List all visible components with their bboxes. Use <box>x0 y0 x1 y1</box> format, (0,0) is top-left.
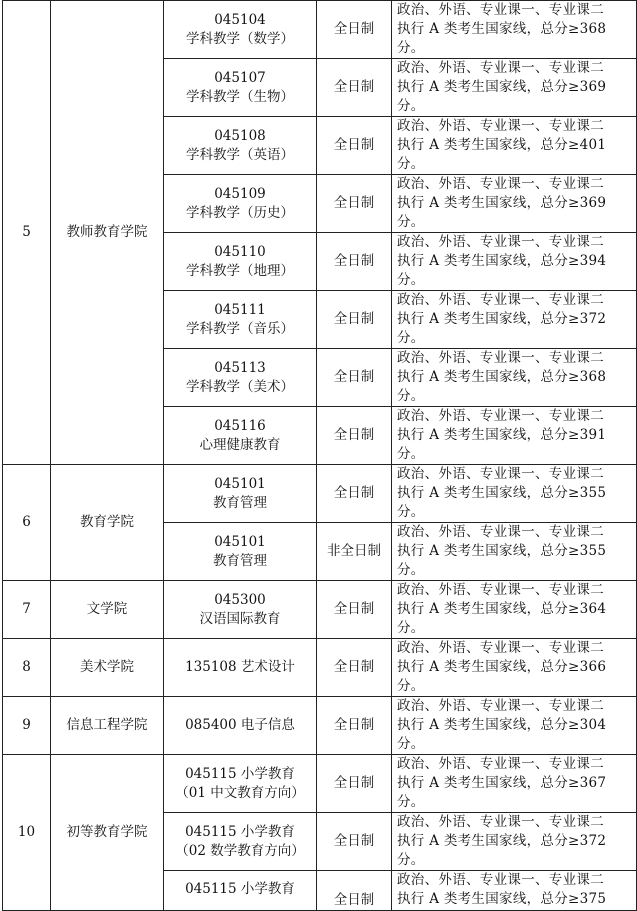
major-code: 045111 <box>214 301 266 318</box>
score-requirement-cell <box>392 697 637 755</box>
score-requirement-cell <box>392 407 637 465</box>
major-name: （02 数学教育方向） <box>175 842 305 859</box>
score-requirement-line: 政治、外语、专业课一、专业课二 <box>397 234 604 250</box>
score-requirement-line: 执行 A 类考生国家线，总分≥372 <box>397 833 607 849</box>
score-requirement-line: 执行 A 类考生国家线，总分≥369 <box>397 79 607 95</box>
major-cell <box>164 755 317 813</box>
score-requirement-cell <box>392 175 637 233</box>
major-cell <box>164 117 317 175</box>
score-requirement-cell <box>392 871 637 911</box>
score-requirement-cell <box>392 117 637 175</box>
score-requirement-line: 分。 <box>397 40 425 56</box>
score-requirement-line: 分。 <box>397 156 425 172</box>
major-cell <box>164 813 317 871</box>
major-code: 045104 <box>214 11 266 28</box>
score-requirement-line: 执行 A 类考生国家线，总分≥394 <box>397 253 607 269</box>
major-code: 045109 <box>214 185 266 202</box>
score-requirement-cell <box>392 639 637 697</box>
major-code: 045300 <box>214 591 266 608</box>
score-requirement-line: 政治、外语、专业课一、专业课二 <box>397 582 604 598</box>
score-requirement-line: 政治、外语、专业课一、专业课二 <box>397 176 604 192</box>
admissions-score-table <box>2 0 637 911</box>
score-requirement-line: 政治、外语、专业课一、专业课二 <box>397 466 604 482</box>
score-requirement-line: 分。 <box>397 678 425 694</box>
major-code: 045116 <box>214 417 266 434</box>
score-requirement-cell <box>392 233 637 291</box>
major-cell <box>164 349 317 407</box>
score-requirement-line: 政治、外语、专业课一、专业课二 <box>397 640 604 656</box>
score-requirement-line: 执行 A 类考生国家线，总分≥375 <box>397 891 607 907</box>
score-requirement-cell <box>392 291 637 349</box>
major-cell <box>164 59 317 117</box>
score-requirement-line: 执行 A 类考生国家线，总分≥368 <box>397 21 607 37</box>
table-row <box>3 639 637 697</box>
score-requirement-line: 执行 A 类考生国家线，总分≥401 <box>397 137 607 153</box>
study-mode-cell: 全日制 <box>317 1 392 59</box>
major-name: （01 中文教育方向） <box>175 784 305 801</box>
major-name: 学科教学（音乐） <box>186 320 294 337</box>
major-code: 045101 <box>214 475 266 492</box>
study-mode-cell: 全日制 <box>317 349 392 407</box>
group-number-cell: 7 <box>3 581 51 639</box>
score-requirement-line: 政治、外语、专业课一、专业课二 <box>397 698 604 714</box>
table-body <box>3 1 637 911</box>
major-name: 学科教学（生物） <box>186 88 294 105</box>
score-requirement-cell <box>392 813 637 871</box>
major-name: 学科教学（历史） <box>186 204 294 221</box>
table-row <box>3 755 637 813</box>
group-number-cell: 6 <box>3 465 51 581</box>
major-name: 教育管理 <box>213 494 267 511</box>
table-row <box>3 1 637 59</box>
group-number-cell: 9 <box>3 697 51 755</box>
study-mode-cell: 全日制 <box>317 291 392 349</box>
score-requirement-line: 执行 A 类考生国家线，总分≥367 <box>397 775 607 791</box>
major-code: 045110 <box>214 243 266 260</box>
major-cell <box>164 175 317 233</box>
major-cell <box>164 407 317 465</box>
major-code: 045107 <box>214 69 266 86</box>
major-cell <box>164 581 317 639</box>
score-requirement-line: 政治、外语、专业课一、专业课二 <box>397 408 604 424</box>
major-cell <box>164 233 317 291</box>
score-requirement-line: 执行 A 类考生国家线，总分≥391 <box>397 427 607 443</box>
score-requirement-line: 政治、外语、专业课一、专业课二 <box>397 118 604 134</box>
major-name: 学科教学（美术） <box>186 378 294 395</box>
score-requirement-line: 分。 <box>397 736 425 752</box>
score-requirement-line: 政治、外语、专业课一、专业课二 <box>397 350 604 366</box>
study-mode-cell: 全日制 <box>317 233 392 291</box>
study-mode-cell: 全日制 <box>317 465 392 523</box>
college-name-cell: 美术学院 <box>51 639 164 697</box>
group-number-cell: 5 <box>3 1 51 465</box>
score-requirement-line: 执行 A 类考生国家线，总分≥368 <box>397 369 607 385</box>
score-requirement-line: 政治、外语、专业课一、专业课二 <box>397 292 604 308</box>
study-mode-cell: 全日制 <box>317 755 392 813</box>
college-name-cell: 信息工程学院 <box>51 697 164 755</box>
college-name-cell: 初等教育学院 <box>51 755 164 911</box>
major-code: 045115 小学教育 <box>185 823 295 840</box>
major-code: 045113 <box>214 359 266 376</box>
major-code: 045115 小学教育 <box>185 881 295 897</box>
score-requirement-line: 分。 <box>397 794 425 810</box>
major-cell <box>164 871 317 911</box>
major-code: 045101 <box>214 533 266 550</box>
page-clip <box>2 0 626 908</box>
major-code: 085400 电子信息 <box>185 717 295 733</box>
major-code: 135108 艺术设计 <box>185 659 295 675</box>
score-requirement-line: 政治、外语、专业课一、专业课二 <box>397 2 604 18</box>
major-name: 教育管理 <box>213 552 267 569</box>
group-number-cell: 10 <box>3 755 51 911</box>
score-requirement-cell <box>392 755 637 813</box>
score-requirement-line: 政治、外语、专业课一、专业课二 <box>397 60 604 76</box>
score-requirement-line: 分。 <box>397 330 425 346</box>
score-requirement-line: 分。 <box>397 562 425 578</box>
study-mode-cell: 非全日制 <box>317 523 392 581</box>
score-requirement-cell <box>392 581 637 639</box>
study-mode-cell: 全日制 <box>317 813 392 871</box>
table-row <box>3 697 637 755</box>
score-requirement-cell <box>392 465 637 523</box>
major-cell <box>164 1 317 59</box>
table-row <box>3 465 637 523</box>
major-cell <box>164 697 317 755</box>
major-name: 心理健康教育 <box>199 436 281 453</box>
major-name: 汉语国际教育 <box>199 610 281 627</box>
study-mode-cell: 全日制 <box>317 407 392 465</box>
score-requirement-line: 执行 A 类考生国家线，总分≥372 <box>397 311 607 327</box>
score-requirement-cell <box>392 349 637 407</box>
score-requirement-line: 分。 <box>397 852 425 868</box>
study-mode-cell: 全日制 <box>317 697 392 755</box>
major-cell <box>164 523 317 581</box>
score-requirement-line: 分。 <box>397 272 425 288</box>
score-requirement-line: 分。 <box>397 214 425 230</box>
study-mode-cell: 全日制 <box>317 639 392 697</box>
score-requirement-line: 政治、外语、专业课一、专业课二 <box>397 756 604 772</box>
score-requirement-line: 分。 <box>397 388 425 404</box>
study-mode-cell: 全日制 <box>317 581 392 639</box>
college-name-cell: 教师教育学院 <box>51 1 164 465</box>
score-requirement-line: 分。 <box>397 620 425 636</box>
score-requirement-line: 执行 A 类考生国家线，总分≥355 <box>397 485 607 501</box>
study-mode-cell: 全日制 <box>317 175 392 233</box>
score-requirement-cell <box>392 523 637 581</box>
study-mode-cell: 全日制 <box>317 117 392 175</box>
score-requirement-line: 执行 A 类考生国家线，总分≥366 <box>397 659 607 675</box>
major-code: 045108 <box>214 127 266 144</box>
major-name: 学科教学（数学） <box>186 30 294 47</box>
score-requirement-line: 执行 A 类考生国家线，总分≥304 <box>397 717 607 733</box>
score-requirement-line: 政治、外语、专业课一、专业课二 <box>397 872 604 888</box>
score-requirement-cell <box>392 59 637 117</box>
score-requirement-line: 分。 <box>397 504 425 520</box>
college-name-cell: 文学院 <box>51 581 164 639</box>
college-name-cell: 教育学院 <box>51 465 164 581</box>
major-code: 045115 小学教育 <box>185 765 295 782</box>
table-row <box>3 581 637 639</box>
score-requirement-line: 执行 A 类考生国家线，总分≥355 <box>397 543 607 559</box>
score-requirement-line: 执行 A 类考生国家线，总分≥364 <box>397 601 607 617</box>
major-name: 学科教学（英语） <box>186 146 294 163</box>
major-name: 学科教学（地理） <box>186 262 294 279</box>
group-number-cell: 8 <box>3 639 51 697</box>
score-requirement-line: 政治、外语、专业课一、专业课二 <box>397 814 604 830</box>
study-mode-cell: 全日制 <box>317 59 392 117</box>
score-requirement-cell <box>392 1 637 59</box>
major-cell <box>164 465 317 523</box>
score-requirement-line: 执行 A 类考生国家线，总分≥369 <box>397 195 607 211</box>
score-requirement-line: 分。 <box>397 98 425 114</box>
major-cell <box>164 639 317 697</box>
score-requirement-line: 分。 <box>397 446 425 462</box>
score-requirement-line: 政治、外语、专业课一、专业课二 <box>397 524 604 540</box>
study-mode-cell: 全日制 <box>317 871 392 911</box>
major-cell <box>164 291 317 349</box>
